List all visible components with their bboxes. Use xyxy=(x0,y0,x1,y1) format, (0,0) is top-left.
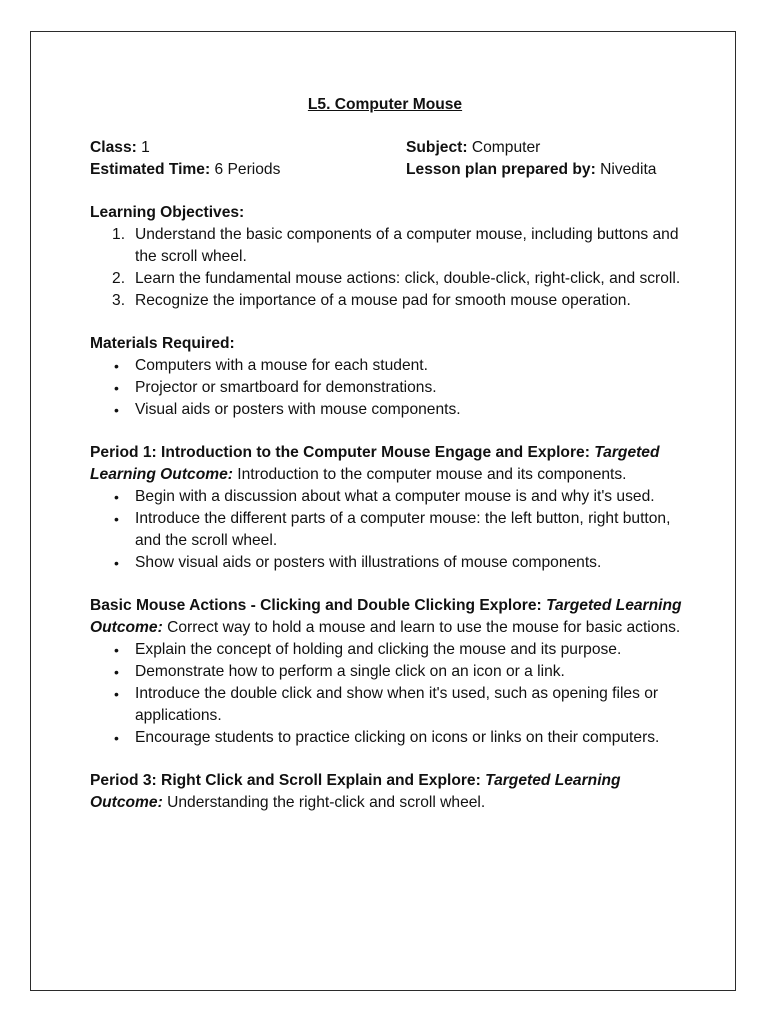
document-body xyxy=(90,94,690,814)
period1-intro xyxy=(90,442,690,486)
period3-section xyxy=(90,770,690,814)
list-item: • Explain the concept of holding and clicking the mouse and its purpose. xyxy=(135,639,690,661)
time-field xyxy=(90,159,406,181)
period3-outcome-label: Targeted Learning Outcome: xyxy=(90,772,621,811)
period1-list xyxy=(90,486,690,574)
period1-outcome-label: Targeted Learning Outcome: xyxy=(90,444,660,483)
objectives-heading: Learning Objectives: xyxy=(90,204,245,221)
list-item: Learn the fundamental mouse actions: click, double-click, right-click, and scroll. xyxy=(135,270,681,287)
list-item: • Projector or smartboard for demonstrations. xyxy=(135,377,690,399)
list-item: • Demonstrate how to perform a single click on an icon or a link. xyxy=(135,661,690,683)
document-title: L5. Computer Mouse xyxy=(307,96,463,113)
class-field xyxy=(90,137,406,159)
subject-value: Computer xyxy=(467,139,541,156)
period3-intro xyxy=(90,770,690,814)
time-value: 6 Periods xyxy=(210,161,281,178)
period3-outcome-text: Understanding the right-click and scroll wheel. xyxy=(162,794,486,811)
list-item: • Computers with a mouse for each student. xyxy=(135,355,690,377)
prepared-by-label: Lesson plan prepared by: xyxy=(406,161,596,178)
period1-heading: Period 1: Introduction to the Computer Mouse Engage and Explore: xyxy=(90,444,595,461)
period2-outcome-text: Correct way to hold a mouse and learn to use the mouse for basic actions. xyxy=(162,619,681,636)
period2-intro xyxy=(90,595,690,639)
class-value: 1 xyxy=(136,139,150,156)
prepared-by-value: Nivedita xyxy=(595,161,657,178)
class-label: Class: xyxy=(90,139,137,156)
period2-outcome-label: Targeted Learning Outcome: xyxy=(90,597,682,636)
list-item: • Visual aids or posters with mouse components. xyxy=(135,399,690,421)
list-item: Understand the basic components of a computer mouse, including buttons and the scroll wheel. xyxy=(135,226,679,265)
materials-list xyxy=(90,355,690,421)
materials-heading: Materials Required: xyxy=(90,335,235,352)
list-item: Recognize the importance of a mouse pad for smooth mouse operation. xyxy=(135,292,631,309)
objectives-list xyxy=(90,224,690,312)
lesson-meta xyxy=(90,137,690,181)
prepared-by-field xyxy=(406,159,696,181)
period1-outcome-text: Introduction to the computer mouse and its components. xyxy=(232,466,627,483)
list-item: • Show visual aids or posters with illustrations of mouse components. xyxy=(135,552,690,574)
subject-label: Subject: xyxy=(406,139,468,156)
period2-heading: Basic Mouse Actions - Clicking and Double Clicking Explore: xyxy=(90,597,547,614)
list-item: • Encourage students to practice clicking on icons or links on their computers. xyxy=(135,727,690,749)
objectives-section xyxy=(90,202,690,312)
subject-field xyxy=(406,137,696,159)
list-item: • Introduce the double click and show when it's used, such as opening files or applications. xyxy=(135,683,690,727)
period3-heading: Period 3: Right Click and Scroll Explain and Explore: xyxy=(90,772,486,789)
period2-section xyxy=(90,595,690,749)
materials-section xyxy=(90,333,690,421)
list-item: • Introduce the different parts of a computer mouse: the left button, right button, and the scroll wheel. xyxy=(135,508,690,552)
period2-list xyxy=(90,639,690,749)
time-label: Estimated Time: xyxy=(90,161,211,178)
list-item: • Begin with a discussion about what a computer mouse is and why it's used. xyxy=(135,486,690,508)
period1-section xyxy=(90,442,690,574)
